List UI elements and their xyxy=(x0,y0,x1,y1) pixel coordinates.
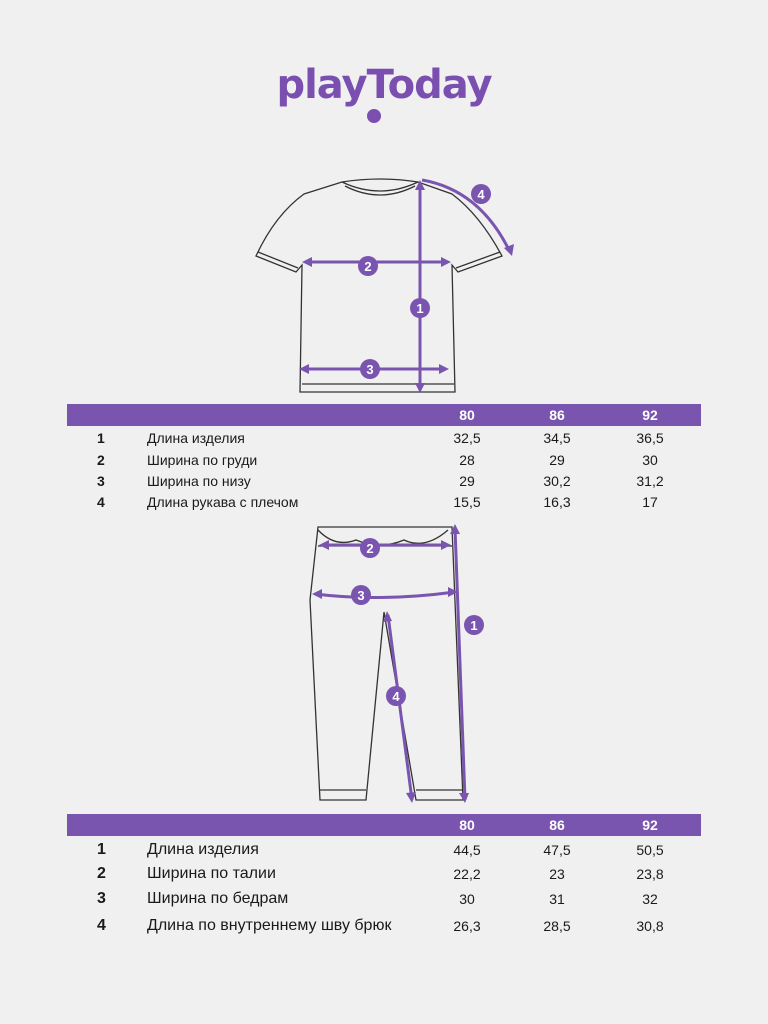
table-cell: 50,5 xyxy=(636,842,664,858)
size-header: 86 xyxy=(549,817,565,833)
table-cell: 26,3 xyxy=(453,918,481,934)
table-cell: 29 xyxy=(549,452,565,468)
tshirt-marker-2-label: 2 xyxy=(364,259,372,274)
pants-outline xyxy=(310,527,463,800)
row-number: 2 xyxy=(97,452,105,468)
table-cell: 22,2 xyxy=(453,866,481,882)
pants-marker-3-label: 3 xyxy=(357,588,365,603)
pants-marker-4-label: 4 xyxy=(392,689,400,704)
table-cell: 31 xyxy=(549,891,565,907)
pants-marker-1-label: 1 xyxy=(470,618,478,633)
table-cell: 44,5 xyxy=(453,842,481,858)
table-cell: 47,5 xyxy=(543,842,571,858)
measurement-name: Ширина по талии xyxy=(147,865,276,882)
brand-logo xyxy=(0,62,768,108)
pants-diagram xyxy=(0,520,768,810)
table-cell: 30 xyxy=(642,452,658,468)
table-cell: 34,5 xyxy=(543,430,571,446)
logo-dot xyxy=(367,109,381,123)
size-header: 80 xyxy=(459,817,475,833)
table-row xyxy=(67,491,701,513)
size-header: 80 xyxy=(459,407,475,423)
table-row xyxy=(67,449,701,471)
table-row xyxy=(67,470,701,492)
table-row xyxy=(67,427,701,449)
row-number: 1 xyxy=(97,841,106,858)
logo-text: playToday xyxy=(276,62,492,108)
row-number: 3 xyxy=(97,890,106,907)
row-number: 3 xyxy=(97,473,105,489)
table-cell: 30 xyxy=(459,891,475,907)
size-header: 92 xyxy=(642,817,658,833)
row-number: 4 xyxy=(97,917,106,934)
table-cell: 17 xyxy=(642,494,658,510)
table-cell: 30,8 xyxy=(636,918,664,934)
table-cell: 32,5 xyxy=(453,430,481,446)
tshirt-marker-3-label: 3 xyxy=(366,362,374,377)
size-header: 92 xyxy=(642,407,658,423)
tshirt-marker-4-label: 4 xyxy=(477,187,485,202)
tshirt-table-header xyxy=(67,404,701,426)
pants-marker-2-label: 2 xyxy=(366,541,374,556)
table-cell: 23 xyxy=(549,866,565,882)
table-cell: 30,2 xyxy=(543,473,571,489)
measurement-name: Длина рукава с плечом xyxy=(147,494,299,510)
measurement-name: Длина изделия xyxy=(147,841,259,858)
table-cell: 15,5 xyxy=(453,494,481,510)
table-cell: 29 xyxy=(459,473,475,489)
tshirt-outline xyxy=(256,179,502,392)
tshirt-diagram xyxy=(0,170,768,402)
measurement-name: Ширина по низу xyxy=(147,473,251,489)
row-number: 1 xyxy=(97,430,105,446)
measurement-name: Длина изделия xyxy=(147,430,245,446)
measurement-name: Длина по внутреннему шву брюк xyxy=(147,917,392,934)
pants-table-header xyxy=(67,814,701,836)
table-cell: 23,8 xyxy=(636,866,664,882)
table-cell: 31,2 xyxy=(636,473,664,489)
size-header: 86 xyxy=(549,407,565,423)
measurement-name: Ширина по груди xyxy=(147,452,258,468)
table-cell: 16,3 xyxy=(543,494,571,510)
table-cell: 28,5 xyxy=(543,918,571,934)
measurement-name: Ширина по бедрам xyxy=(147,890,289,907)
table-cell: 36,5 xyxy=(636,430,664,446)
table-cell: 28 xyxy=(459,452,475,468)
table-cell: 32 xyxy=(642,891,658,907)
tshirt-marker-1-label: 1 xyxy=(416,301,424,316)
row-number: 4 xyxy=(97,494,105,510)
row-number: 2 xyxy=(97,865,106,882)
